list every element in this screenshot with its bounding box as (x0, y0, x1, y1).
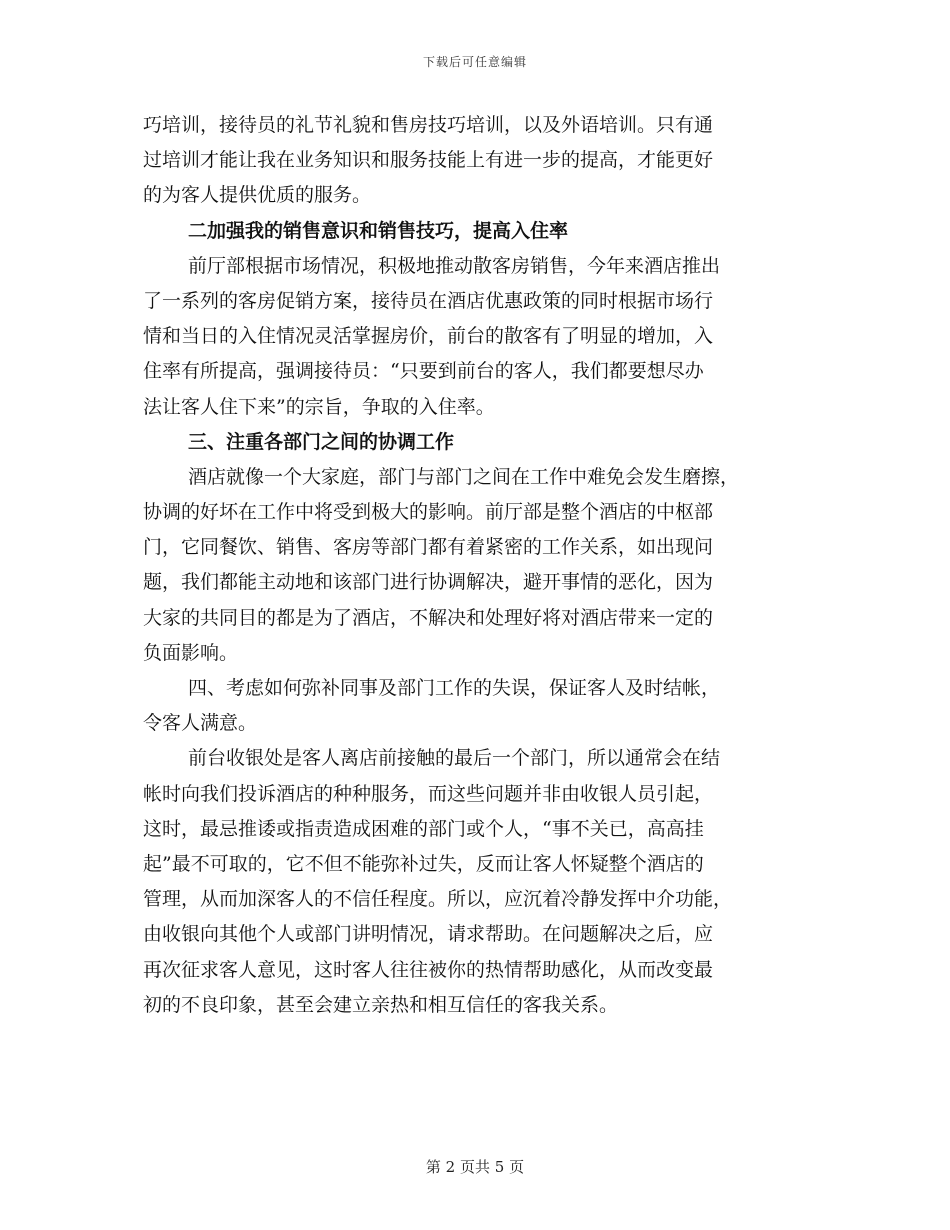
paragraph-line: 情和当日的入住情况灵活掌握房价，前台的散客有了明显的增加，入 (143, 325, 714, 348)
section-heading: 二加强我的销售意识和销售技巧，提高入住率 (188, 219, 569, 242)
section-heading-continuation: 令客人满意。 (143, 712, 258, 735)
paragraph-line: 管理，从而加深客人的不信任程度。所以，应沉着冷静发挥中介功能， (143, 888, 733, 911)
paragraph-line: 初的不良印象，甚至会建立亲热和相互信任的客我关系。 (143, 993, 619, 1016)
paragraph-line: 住率有所提高，强调接待员：“只要到前台的客人，我们都要想尽办 (143, 360, 704, 383)
paragraph-line: 起”最不可取的，它不但不能弥补过失，反而让客人怀疑整个酒店的 (143, 852, 704, 875)
paragraph-line: 的为客人提供优质的服务。 (143, 184, 372, 207)
paragraph-line: 题，我们都能主动地和该部门进行协调解决，避开事情的恶化，因为 (143, 571, 714, 594)
paragraph-line: 再次征求客人意见，这时客人往往被你的热情帮助感化，从而改变最 (143, 958, 714, 981)
document-body (143, 108, 795, 1023)
paragraph-line: 协调的好坏在工作中将受到极大的影响。前厅部是整个酒店的中枢部 (143, 501, 714, 524)
paragraph-line: 由收银向其他个人或部门讲明情况，请求帮助。在问题解决之后，应 (143, 923, 714, 946)
paragraph-line: 帐时向我们投诉酒店的种种服务，而这些问题并非由收银人员引起， (143, 782, 714, 805)
section-heading: 三、注重各部门之间的协调工作 (188, 430, 455, 453)
paragraph-line: 负面影响。 (143, 641, 239, 664)
paragraph-line: 前厅部根据市场情况，积极地推动散客房销售，今年来酒店推出 (188, 254, 721, 277)
page-header: 下载后可任意编辑 (422, 55, 527, 69)
paragraph-line: 前台收银处是客人离店前接触的最后一个部门，所以通常会在结 (188, 747, 721, 770)
paragraph-line: 大家的共同目的都是为了酒店，不解决和处理好将对酒店带来一定的 (143, 606, 714, 629)
paragraph-line: 法让客人住下来”的宗旨，争取的入住率。 (143, 395, 495, 418)
paragraph-line: 这时，最忌推诿或指责造成困难的部门或个人，“事不关已，高高挂 (143, 817, 704, 840)
paragraph-line: 酒店就像一个大家庭，部门与部门之间在工作中难免会发生磨擦， (188, 465, 740, 488)
paragraph-line: 了一系列的客房促销方案，接待员在酒店优惠政策的同时根据市场行 (143, 289, 714, 312)
paragraph-line: 门，它同餐饮、销售、客房等部门都有着紧密的工作关系，如出现问 (143, 536, 714, 559)
section-heading: 四、考虑如何弥补同事及部门工作的失误，保证客人及时结帐， (188, 677, 721, 699)
page-number-footer: 第 2 页共 5 页 (425, 1158, 525, 1176)
paragraph-line: 巧培训，接待员的礼节礼貌和售房技巧培训，以及外语培训。只有通 (143, 114, 714, 136)
paragraph-line: 过培训才能让我在业务知识和服务技能上有进一步的提高，才能更好 (143, 149, 714, 172)
